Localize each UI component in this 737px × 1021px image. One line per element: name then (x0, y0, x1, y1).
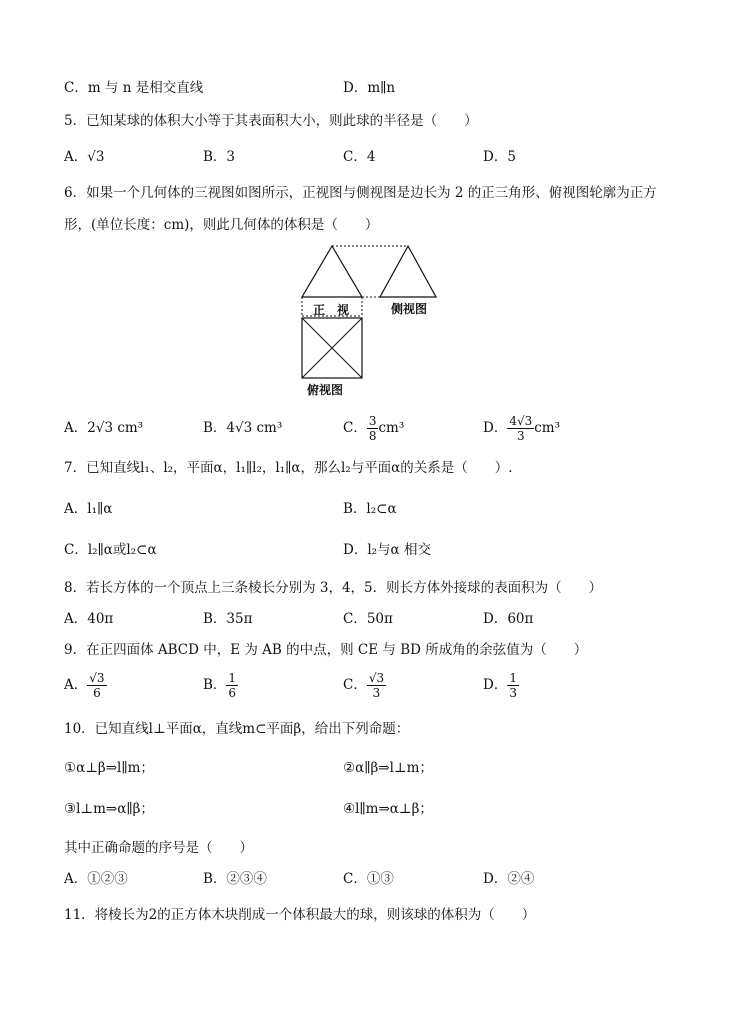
q5-option-c: C．4 (343, 149, 376, 165)
q10-proposition-1: ①α⊥β⇒l∥m； (64, 760, 154, 776)
q7-option-a: A．l₁∥α (64, 501, 113, 517)
q6-option-d-prefix: D． (483, 420, 508, 436)
q6-option-d-unit: cm³ (534, 420, 561, 436)
q8-option-b: B．35π (203, 611, 253, 627)
q11-stem: 11．将棱长为2的正方体木块削成一个体积最大的球，则该球的体积为（ ） (64, 907, 536, 923)
q6-three-view-figure (298, 240, 438, 400)
q5-stem: 5．已知某球的体积大小等于其表面积大小，则此球的半径是（ ） (64, 113, 478, 129)
fraction-numerator: √3 (368, 671, 385, 685)
fraction-denominator: 3 (509, 686, 517, 700)
q8-stem: 8．若长方体的一个顶点上三条棱长分别为 3，4，5．则长方体外接球的表面积为（ ） (64, 580, 603, 596)
q9-option-d-prefix: D． (483, 677, 508, 693)
q6-option-c-unit: cm³ (378, 420, 405, 436)
q5-option-d: D．5 (483, 149, 516, 165)
fraction-denominator: 3 (516, 429, 525, 443)
q9-option-c-prefix: C． (343, 677, 367, 693)
q10-proposition-3: ③l⊥m⇒α∥β； (64, 801, 154, 817)
side-view-triangle (380, 246, 436, 297)
q10-proposition-2: ②α∥β⇒l⊥m； (343, 760, 433, 776)
q10-option-c: C．①③ (343, 871, 394, 887)
q7-option-b: B．l₂⊂α (343, 501, 397, 517)
q7-option-d: D．l₂与α 相交 (343, 542, 431, 558)
q9-option-b-prefix: B． (203, 677, 227, 693)
q10-option-a: A．①②③ (64, 871, 128, 887)
q8-option-a: A．40π (64, 611, 114, 627)
q10-option-d: D．②④ (483, 871, 535, 887)
fraction-denominator: 8 (368, 429, 377, 443)
q9-option-c-fraction (367, 671, 386, 700)
q7-stem: 7．已知直线l₁、l₂，平面α，l₁∥l₂，l₁∥α，那么l₂与平面α的关系是（ ）. (64, 460, 513, 476)
q5-option-a: A．√3 (64, 149, 105, 165)
fraction-numerator: 1 (509, 671, 517, 685)
q4-option-d: D．m∥n (343, 80, 396, 96)
q6-option-d (483, 411, 560, 445)
q9-option-a (64, 668, 107, 702)
q9-option-c (343, 668, 386, 702)
q8-option-c: C．50π (343, 611, 393, 627)
q7-option-c: C．l₂∥α或l₂⊂α (64, 542, 157, 558)
q6-option-d-fraction (507, 414, 534, 443)
q9-option-a-prefix: A． (64, 677, 88, 693)
q6-stem-line1: 6．如果一个几何体的三视图如图所示，正视图与侧视图是边长为 2 的正三角形、俯视图轮廓为正方 (64, 185, 657, 201)
q9-option-b-fraction (226, 671, 238, 700)
q9-option-d (483, 668, 519, 702)
fraction-denominator: 6 (228, 686, 237, 700)
top-view-label: 俯视图 (307, 383, 344, 397)
q6-option-c (343, 411, 404, 445)
q10-option-b: B．②③④ (203, 871, 267, 887)
q6-option-a: A．2√3 cm³ (64, 420, 144, 436)
q10-ask: 其中正确命题的序号是（ ） (64, 840, 253, 856)
q9-option-a-fraction (87, 671, 106, 700)
fraction-numerator: 4√3 (509, 414, 533, 428)
q4-option-c: C．m 与 n 是相交直线 (64, 80, 204, 96)
q6-option-c-fraction (367, 414, 379, 443)
q9-stem: 9．在正四面体 ABCD 中，E 为 AB 的中点，则 CE 与 BD 所成角的余弦值为（ ） (64, 642, 588, 658)
q9-option-b (203, 668, 238, 702)
q6-stem-line2: 形，(单位长度：cm)，则此几何体的体积是（ ） (64, 217, 379, 233)
fraction-numerator: 3 (368, 414, 377, 428)
q6-option-b: B．4√3 cm³ (203, 420, 283, 436)
q8-option-d: D．60π (483, 611, 534, 627)
side-view-label: 侧视图 (391, 302, 428, 316)
fraction-denominator: 3 (372, 686, 381, 700)
q9-option-d-fraction (507, 671, 519, 700)
fraction-numerator: 1 (228, 671, 237, 685)
q6-option-c-prefix: C． (343, 420, 367, 436)
q10-stem: 10．已知直线l⊥平面α，直线m⊂平面β，给出下列命题： (64, 721, 410, 737)
fraction-denominator: 6 (93, 686, 101, 700)
q5-option-b: B．3 (203, 149, 236, 165)
q10-proposition-4: ④l∥m⇒α⊥β； (343, 801, 433, 817)
fraction-numerator: √3 (89, 671, 105, 685)
front-view-triangle (302, 246, 362, 297)
front-view-label: 正 视 (313, 303, 350, 317)
